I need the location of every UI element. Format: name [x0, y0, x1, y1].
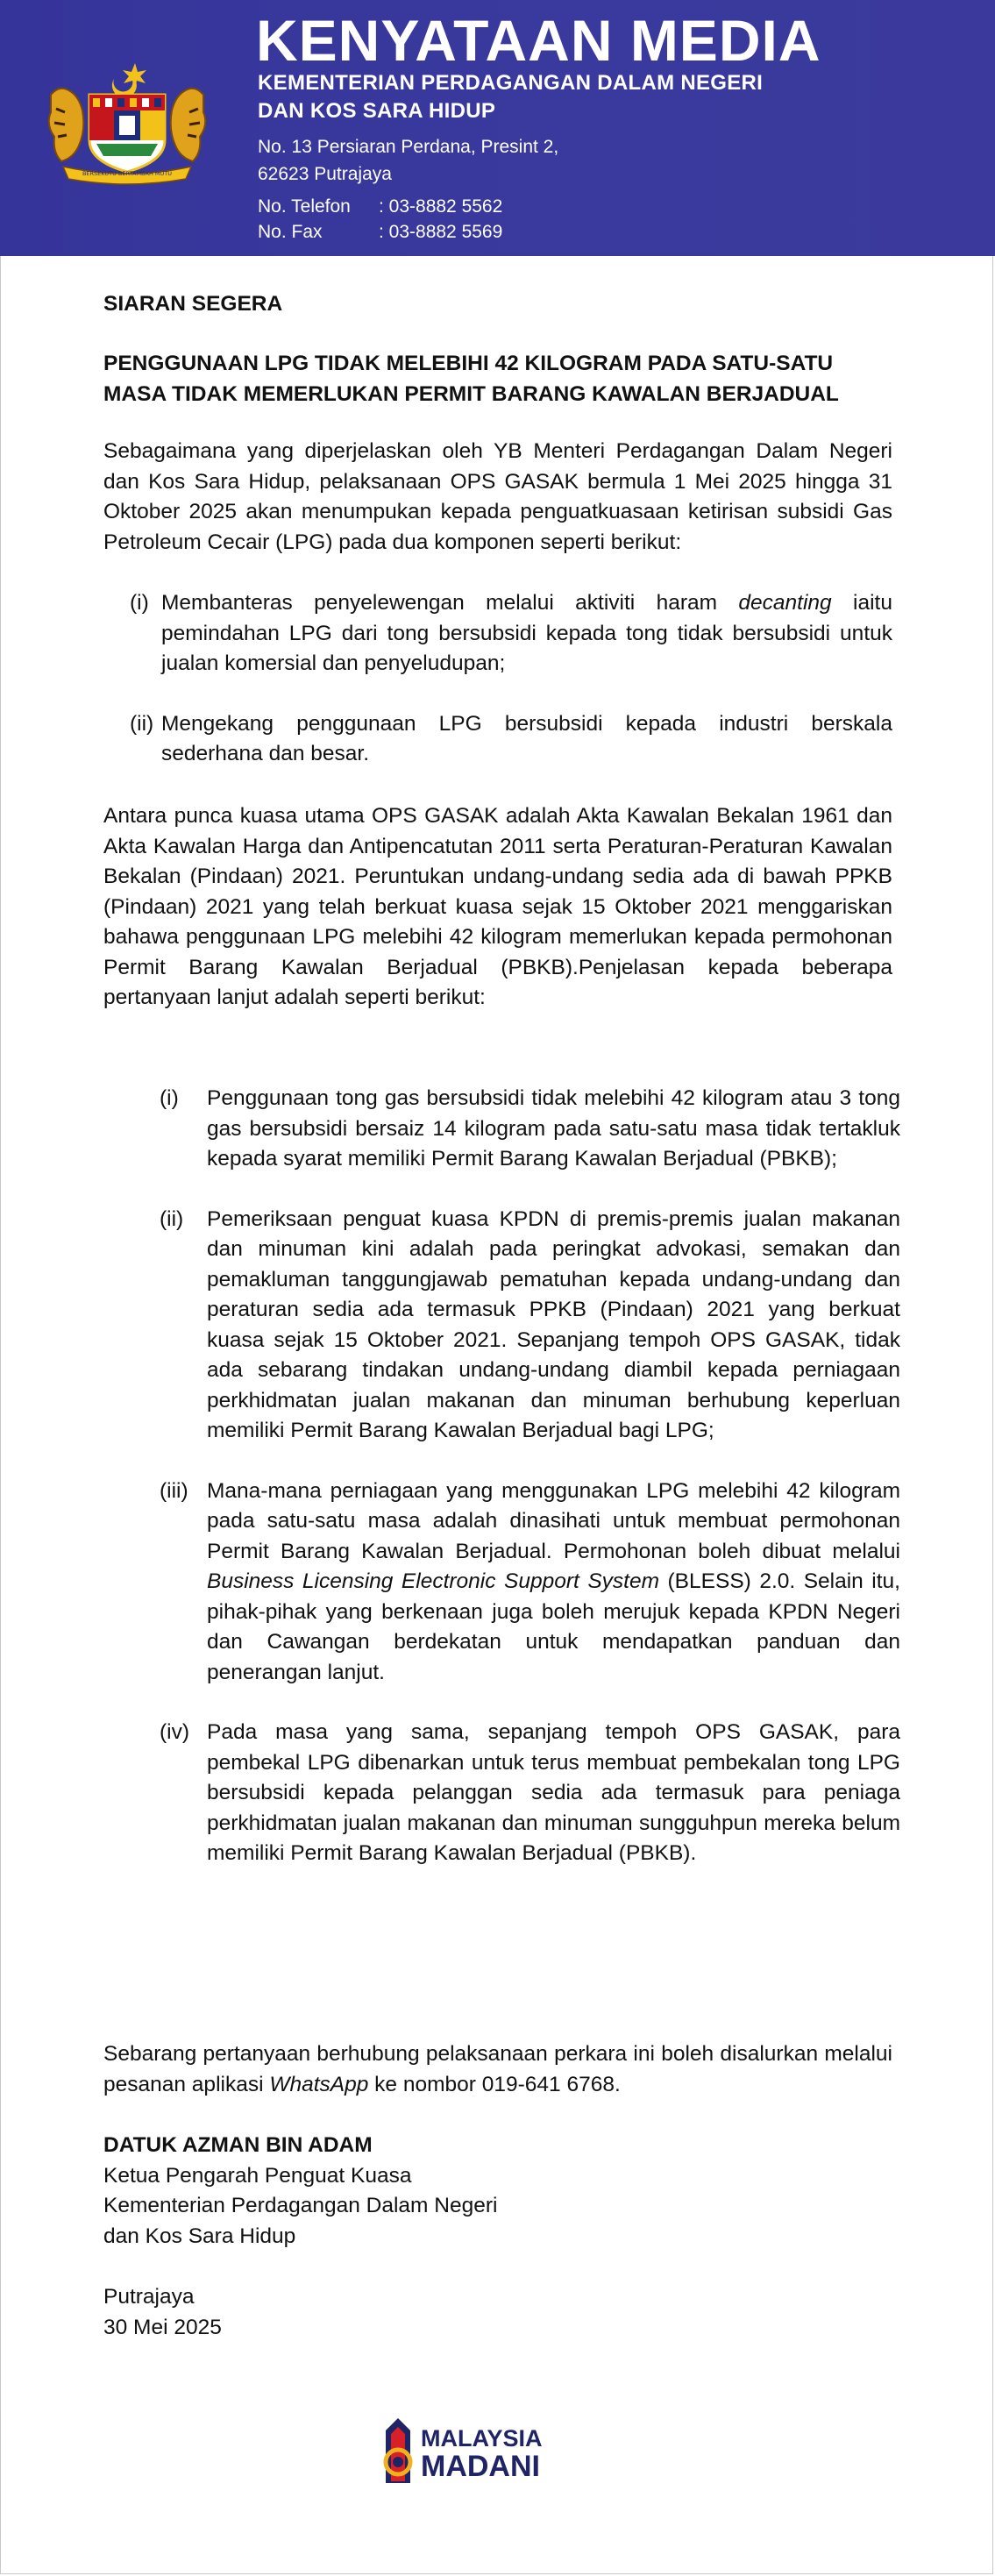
list-item — [130, 709, 892, 770]
list-item-text: Pada masa yang sama, sepanjang tempoh OPS GASAK, para pembekal LPG dibenarkan untuk terus membuat pembekalan tong LPG bersubsidi kepada pelanggan sedia ada termasuk para peniaga perkhidmatan jualan makanan dan minuman sungguhpun mereka belum memiliki Permit Barang Kawalan Berjadual (PBKB). — [207, 1720, 900, 1865]
ministry-name — [258, 69, 763, 125]
logo-text-line2: MADANI — [421, 2450, 540, 2483]
logo-text-line1: MALAYSIA — [421, 2425, 543, 2451]
phone-label: No. Telefon — [258, 196, 351, 217]
list-item-number: (i) — [130, 591, 149, 615]
list-item — [160, 1205, 900, 1447]
signatory-title-line2: Kementerian Perdagangan Dalam Negeri — [103, 2194, 498, 2217]
ministry-address — [258, 133, 558, 188]
list-item-number: (ii) — [130, 711, 154, 736]
paragraph-contact: Sebarang pertanyaan berhubung pelaksanaan perkara ini boleh disalurkan melalui pesanan aplikasi WhatsApp ke nombor 019-641 6768. — [103, 2042, 892, 2096]
signatory-title-line1: Ketua Pengarah Penguat Kuasa — [103, 2163, 412, 2188]
component-list — [130, 588, 892, 770]
faq-list — [160, 1084, 900, 1869]
list-item-text: Membanteras penyelewengan melalui aktiviti haram decanting iaitu pemindahan LPG dari tong bersubsidi kepada tong tidak bersubsidi untuk jualan komersial dan penyeludupan; — [161, 591, 892, 675]
header-title: KENYATAAN MEDIA — [256, 8, 821, 73]
ministry-name-line2: DAN KOS SARA HIDUP — [258, 99, 496, 123]
issue-place: Putrajaya — [103, 2285, 195, 2309]
paragraph-intro: Sebagaimana yang diperjelaskan oleh YB Menteri Perdagangan Dalam Negeri dan Kos Sara Hidup, pelaksanaan OPS GASAK bermula 1 Mei 2025 hingga 31 Oktober 2025 akan menumpukan kepada penguatkuasaan ketirisan subsidi Gas Petroleum Cecair (LPG) pada dua komponen seperti berikut: — [103, 439, 892, 554]
release-label: SIARAN SEGERA — [103, 292, 283, 316]
fax-number[interactable]: : 03-8882 5569 — [379, 222, 503, 242]
fax-label: No. Fax — [258, 222, 323, 242]
issue-date: 30 Mei 2025 — [103, 2315, 222, 2339]
list-item-number: (iv) — [160, 1720, 190, 1744]
list-item — [160, 1718, 900, 1869]
headline-line1: PENGGUNAAN LPG TIDAK MELEBIHI 42 KILOGRAM PADA SATU-SATU — [103, 352, 834, 375]
headline-line2: MASA TIDAK MEMERLUKAN PERMIT BARANG KAWALAN BERJADUAL — [103, 381, 839, 406]
list-item-number: (i) — [160, 1086, 179, 1110]
media-statement-header — [0, 0, 995, 256]
ministry-name-line1: KEMENTERIAN PERDAGANGAN DALAM NEGERI — [258, 71, 764, 95]
list-item-number: (iii) — [160, 1478, 188, 1503]
signature-block — [103, 2131, 892, 2343]
malaysia-coat-of-arms-icon — [44, 60, 210, 187]
headline — [103, 349, 892, 409]
list-item — [160, 1084, 900, 1175]
paragraph-legal-basis: Antara punca kuasa utama OPS GASAK adalah Akta Kawalan Bekalan 1961 dan Akta Kawalan Harga dan Antipencatutan 2011 serta Peraturan-Peraturan Kawalan Bekalan (Pindaan) 2021. Peruntukan undang-undang sedia ada di bawah PPKB (Pindaan) 2021 yang telah berkuat kuasa sejak 15 Oktober 2021 menggariskan bahawa penggunaan LPG melebihi 42 kilogram memerlukan kepada permohonan Permit Barang Kawalan Berjadual (PBKB).Penjelasan kepada beberapa pertanyaan lanjut adalah seperti berikut: — [103, 804, 892, 1009]
list-item-text: Mana-mana perniagaan yang menggunakan LPG melebihi 42 kilogram pada satu-satu masa adalah dinasihati untuk membuat permohonan Permit Barang Kawalan Berjadual. Permohonan boleh dibuat melalui Business Licensing Electronic Support System (BLESS) 2.0. Selain itu, pihak-pihak yang berkenaan juga boleh merujuk kepada KPDN Negeri dan Cawangan berdekatan untuk mendapatkan panduan dan penerangan lanjut. — [207, 1478, 900, 1684]
malaysia-madani-logo-icon — [379, 2413, 563, 2487]
list-item-text: Pemeriksaan penguat kuasa KPDN di premis-premis jualan makanan dan minuman kini adalah pada peringkat advokasi, semakan dan pemakluman tanggungjawab pematuhan kepada undang-undang dan peraturan sedia ada termasuk PPKB (Pindaan) 2021 yang berkuat kuasa sejak 15 Oktober 2021. Sepanjang tempoh OPS GASAK, tidak ada sebarang tindakan undang-undang diambil kepada perniagaan perkhidmatan jualan makanan dan minuman berhubung keperluan memiliki Permit Barang Kawalan Berjadual bagi LPG; — [207, 1206, 900, 1442]
signatory-name: DATUK AZMAN BIN ADAM — [103, 2133, 373, 2157]
crest-motto: BERSEKUTU BERTAMBAH MUTU — [82, 170, 173, 177]
list-item-text: Mengekang penggunaan LPG bersubsidi kepada industri berskala sederhana dan besar. — [161, 711, 892, 765]
address-line2: 62623 Putrajaya — [258, 164, 392, 184]
ministry-contact — [258, 194, 502, 245]
list-item-number: (ii) — [160, 1206, 184, 1231]
list-item — [160, 1477, 900, 1689]
signatory-title-line3: dan Kos Sara Hidup — [103, 2224, 296, 2248]
address-line1: No. 13 Persiaran Perdana, Presint 2, — [258, 137, 559, 157]
list-item — [130, 588, 892, 680]
phone-number[interactable]: : 03-8882 5562 — [379, 196, 503, 217]
list-item-text: Penggunaan tong gas bersubsidi tidak melebihi 42 kilogram atau 3 tong gas bersubsidi bersaiz 14 kilogram pada satu-satu masa tidak tertakluk kepada syarat memiliki Permit Barang Kawalan Berjadual (PBKB); — [207, 1086, 900, 1171]
